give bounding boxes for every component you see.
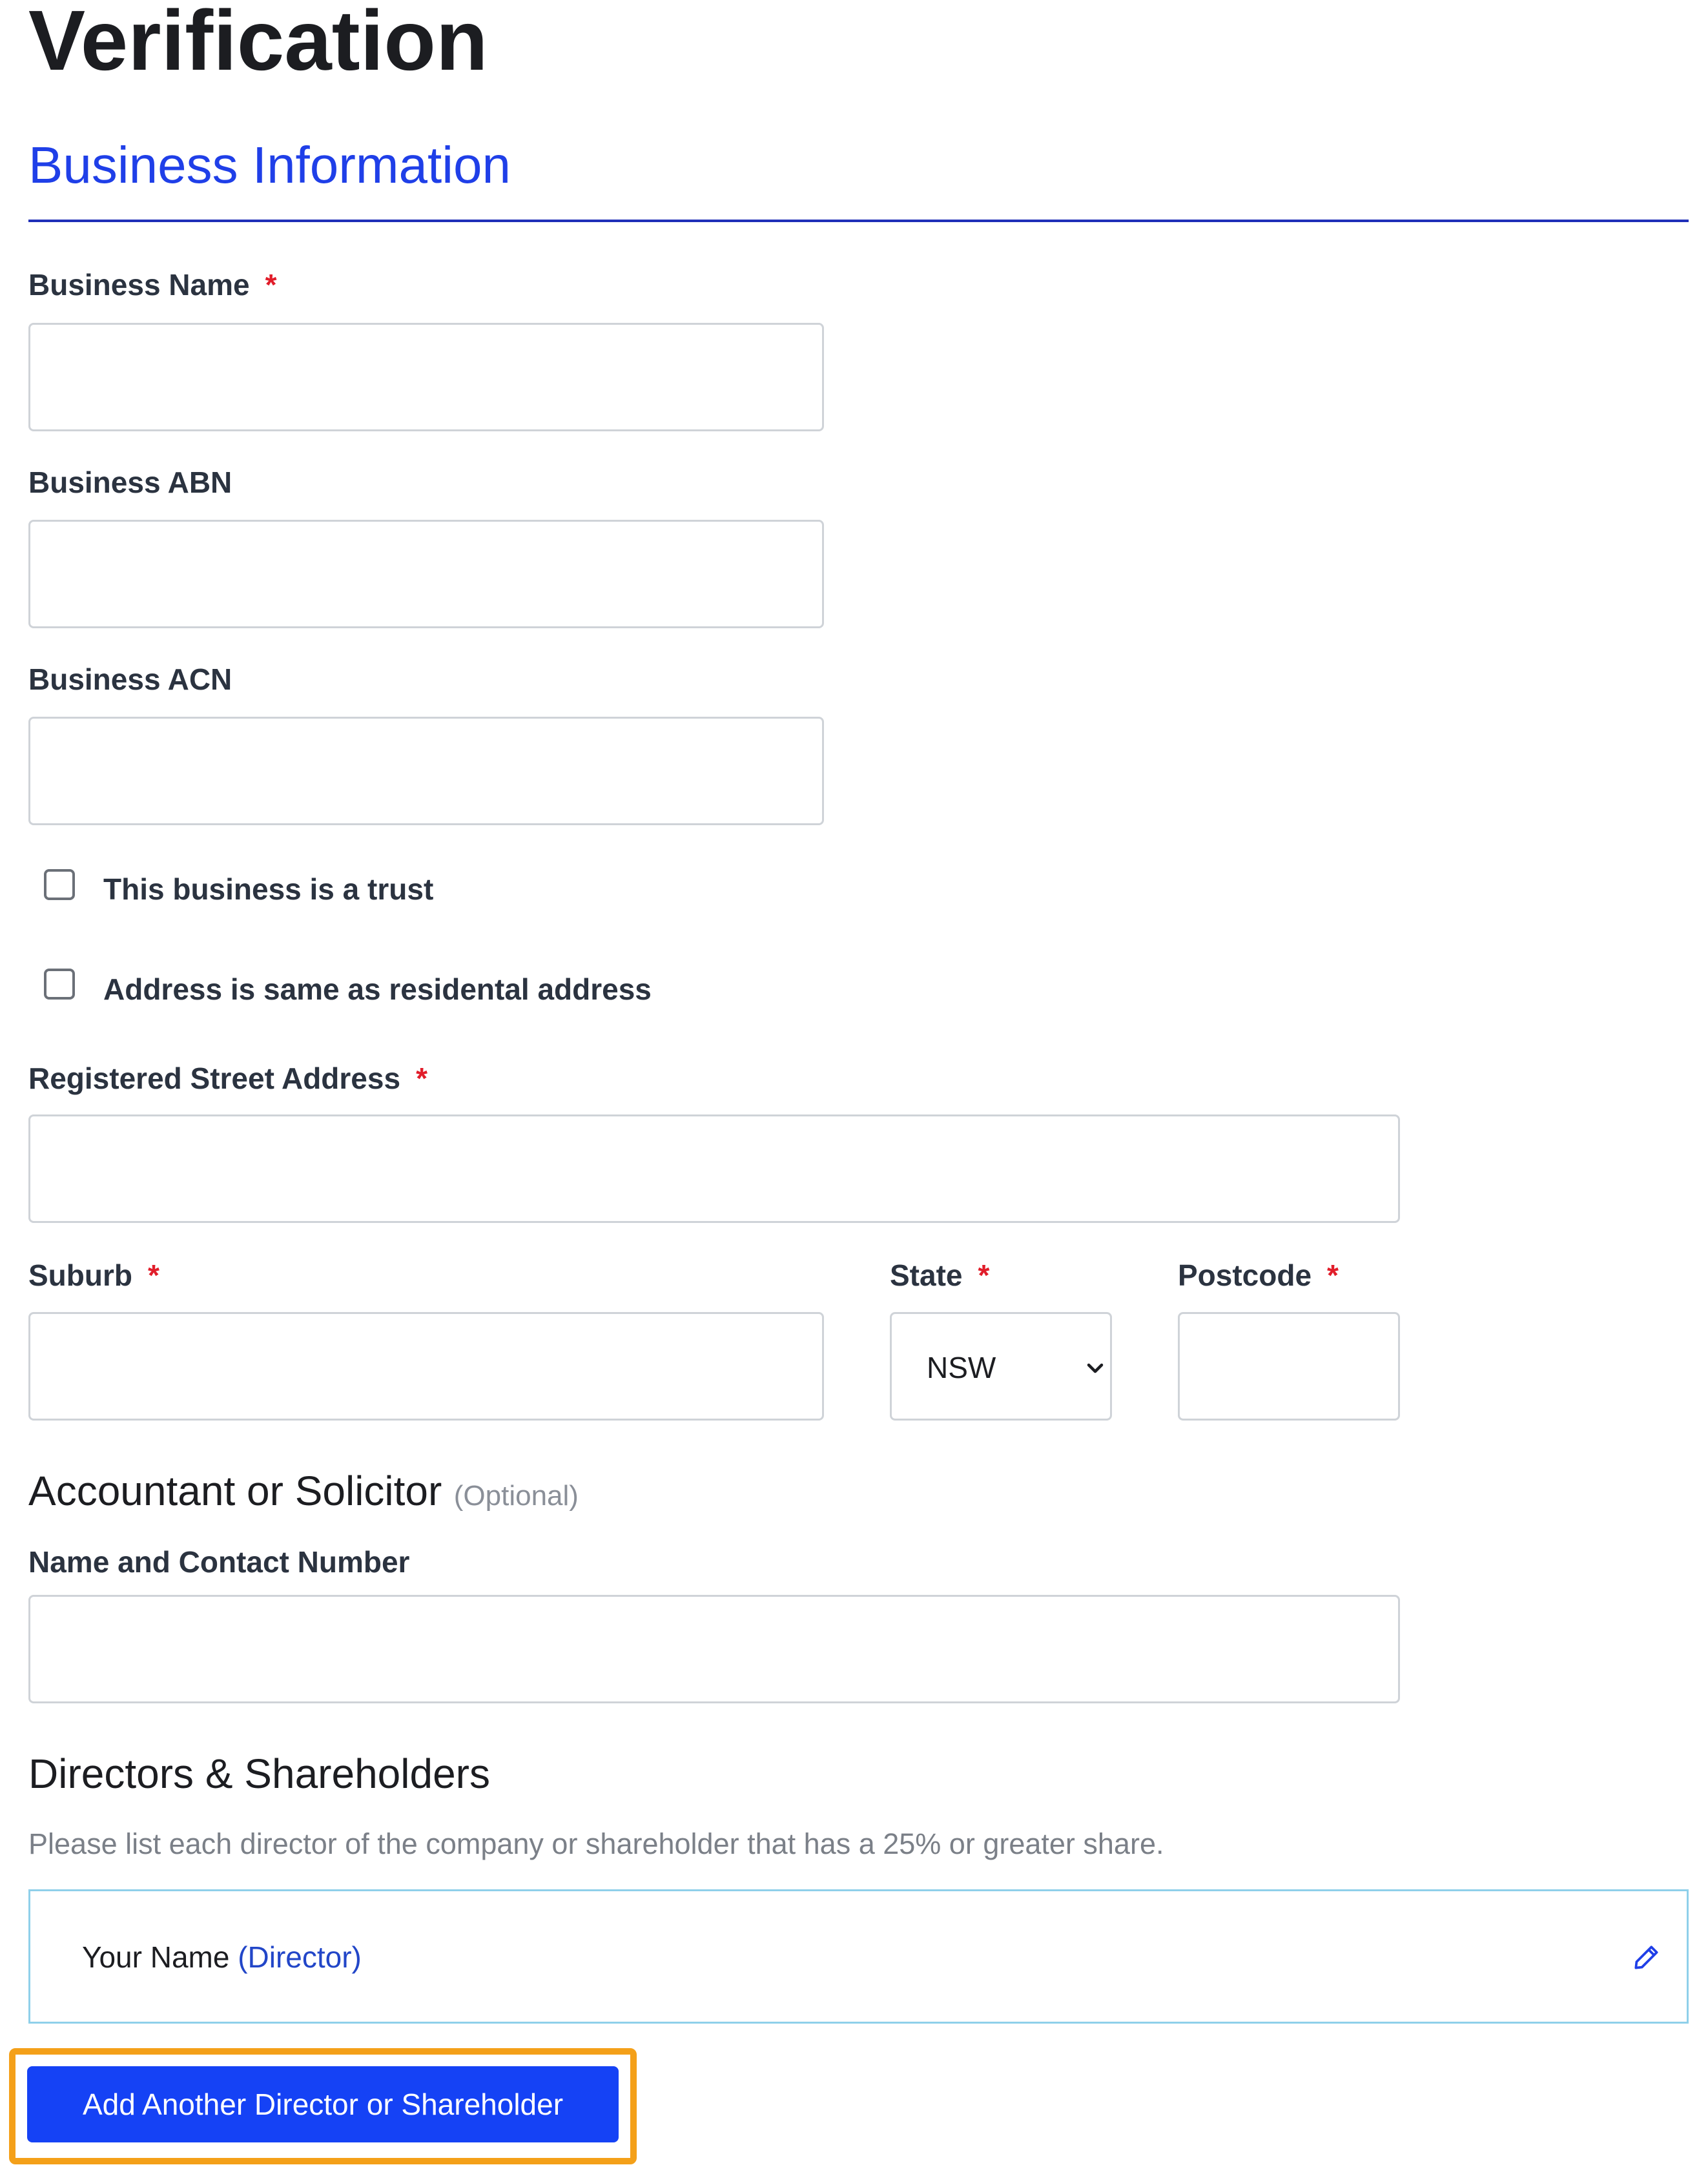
business-acn-input[interactable] <box>28 717 824 825</box>
optional-tag: (Optional) <box>453 1480 579 1512</box>
director-role: (Director) <box>238 1940 362 1974</box>
add-director-button[interactable]: Add Another Director or Shareholder <box>27 2066 619 2142</box>
director-name: Your Name <box>82 1940 230 1974</box>
directors-help-text: Please list each director of the company or shareholder that has a 25% or greater share. <box>28 1827 1164 1860</box>
same-address-checkbox[interactable] <box>44 969 75 1000</box>
section-title-business-information: Business Information <box>28 136 511 194</box>
chevron-down-icon <box>1087 1363 1104 1375</box>
suburb-label-text: Suburb <box>28 1258 132 1292</box>
contact-label: Name and Contact Number <box>28 1545 410 1579</box>
page-title: Verification <box>28 0 488 88</box>
accountant-contact-input[interactable] <box>28 1595 1400 1703</box>
postcode-input[interactable] <box>1178 1312 1400 1421</box>
required-asterisk: * <box>978 1258 990 1292</box>
required-asterisk: * <box>416 1062 427 1095</box>
state-select-value: NSW <box>927 1351 996 1384</box>
street-address-label-text: Registered Street Address <box>28 1062 401 1095</box>
street-address-label <box>28 1061 427 1096</box>
business-name-label <box>28 267 277 302</box>
state-select[interactable] <box>890 1312 1112 1421</box>
required-asterisk: * <box>265 268 277 302</box>
business-name-label-text: Business Name <box>28 268 250 302</box>
suburb-label <box>28 1258 159 1293</box>
pencil-icon[interactable] <box>1631 1941 1663 1973</box>
postcode-label <box>1178 1258 1339 1293</box>
business-abn-label: Business ABN <box>28 466 232 499</box>
business-acn-label: Business ACN <box>28 662 232 696</box>
same-address-checkbox-label[interactable]: Address is same as residental address <box>103 972 652 1006</box>
suburb-input[interactable] <box>28 1312 824 1421</box>
directors-heading: Directors & Shareholders <box>28 1750 490 1797</box>
director-entry <box>82 1940 362 1975</box>
trust-checkbox-label[interactable]: This business is a trust <box>103 872 434 906</box>
section-divider <box>28 220 1689 222</box>
required-asterisk: * <box>1327 1258 1339 1292</box>
street-address-input[interactable] <box>28 1114 1400 1223</box>
business-abn-input[interactable] <box>28 520 824 628</box>
trust-checkbox[interactable] <box>44 869 75 900</box>
required-asterisk: * <box>147 1258 159 1292</box>
business-name-input[interactable] <box>28 323 824 431</box>
postcode-label-text: Postcode <box>1178 1258 1312 1292</box>
state-label-text: State <box>890 1258 963 1292</box>
state-label <box>890 1258 989 1293</box>
director-card[interactable] <box>28 1889 1689 2024</box>
accountant-heading: Accountant or Solicitor <box>28 1468 442 1514</box>
accountant-heading-row <box>28 1467 579 1515</box>
